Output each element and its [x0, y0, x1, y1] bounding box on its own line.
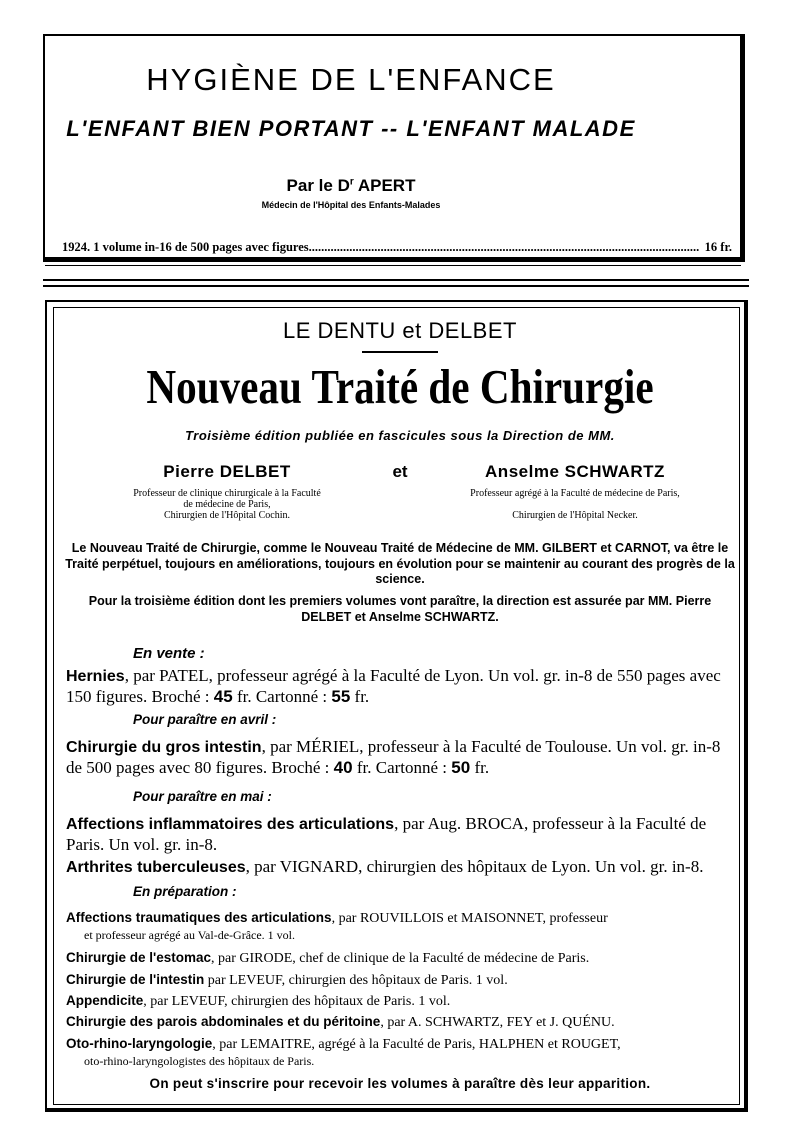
book-title: Chirurgie du gros intestin — [66, 739, 262, 756]
book-entry — [66, 737, 736, 777]
price-cartonne: 50 — [451, 757, 471, 777]
hygiene-price-line — [62, 240, 732, 255]
book-entry — [66, 666, 736, 706]
traite-description: Le Nouveau Traité de Chirurgie, comme le Nouveau Traité de Médecine de MM. GILBERT et CARNOT, va être le Traité perpétuel, toujours en améliorations, toujours en évolution pour se maintenir au courant des progrès de la science. — [65, 541, 735, 586]
hygiene-subtitle: L'ENFANT BIEN PORTANT -- L'ENFANT MALADE — [66, 116, 636, 141]
separator-rule — [43, 279, 749, 281]
price-cartonne: 55 — [331, 686, 351, 706]
book-title: Hernies — [66, 668, 125, 685]
book-title: Chirurgie de l'intestin — [66, 972, 205, 987]
book-desc: , par VIGNARD, chirurgien des hôpitaux de Lyon. Un vol. gr. in-8. — [245, 857, 704, 876]
book-title: Appendicite — [66, 993, 144, 1008]
price-broche: 40 — [333, 757, 353, 777]
book-desc: , par PATEL, professeur agrégé à la Faculté de Lyon. Un vol. gr. in-8 de 550 pages avec 150 figures. Broché : — [66, 666, 721, 706]
author1-name: Pierre DELBET — [163, 462, 291, 481]
author2-line2: Chirurgien de l'Hôpital Necker. — [512, 510, 638, 521]
book-desc: fr. — [470, 757, 490, 777]
prep-entry — [66, 950, 736, 967]
section-preparation: En préparation : — [133, 884, 237, 899]
author2-line1: Professeur agrégé à la Faculté de médecine de Paris, — [470, 488, 680, 499]
book-desc: , par Aug. BROCA, professeur à la Faculté de Paris. Un vol. gr. in-8. — [66, 814, 707, 854]
hygiene-affiliation: Médecin de l'Hôpital des Enfants-Malades — [261, 200, 441, 210]
author-prefix: Par le D — [286, 176, 350, 195]
book-title: Chirurgie des parois abdominales et du péritoine — [66, 1014, 381, 1029]
author2-affiliation — [430, 488, 720, 521]
author2-name: Anselme SCHWARTZ — [485, 462, 665, 481]
book-desc: fr. — [350, 686, 370, 706]
prep-entry — [66, 1036, 736, 1069]
hygiene-details: 1924. 1 volume in-16 de 500 pages avec figures — [62, 240, 309, 254]
authors-conjunction: et — [392, 462, 408, 481]
hygiene-author — [0, 176, 702, 196]
author1-affiliation — [92, 488, 362, 521]
book-title: Affections inflammatoires des articulations — [66, 816, 395, 833]
author1-line2: de médecine de Paris, — [183, 499, 271, 510]
book-desc: fr. Cartonné : — [232, 686, 332, 706]
book-desc: , par LEVEUF, chirurgien des hôpitaux de Paris. 1 vol. — [143, 994, 451, 1009]
hygiene-price: 16 fr. — [704, 240, 732, 254]
section-avril: Pour paraître en avril : — [133, 712, 277, 727]
author1-line3: Chirurgien de l'Hôpital Cochin. — [163, 510, 291, 521]
book-desc: , par GIRODE, chef de clinique de la Faculté de médecine de Paris. — [211, 951, 590, 966]
author-sup: r — [349, 176, 354, 188]
prep-entry — [66, 993, 736, 1010]
section-en-vente: En vente : — [133, 645, 205, 662]
book-entry — [66, 857, 736, 878]
prep-entry — [66, 1014, 736, 1031]
book-title: Oto-rhino-laryngologie — [66, 1036, 213, 1051]
price-divider — [45, 265, 741, 266]
book-title: Chirurgie de l'estomac — [66, 950, 211, 965]
separator-rule — [43, 285, 749, 287]
hygiene-title: HYGIÈNE DE L'ENFANCE — [146, 62, 556, 97]
author1-line1: Professeur de clinique chirurgicale à la Faculté — [133, 488, 321, 499]
editors-underline — [362, 351, 438, 353]
book-desc-extra: oto-rhino-laryngologistes des hôpitaux de Paris. — [84, 1054, 315, 1068]
traite-title: Nouveau Traité de Chirurgie — [146, 359, 654, 414]
traite-edition: Troisième édition publiée en fascicules sous la Direction de MM. — [185, 428, 615, 443]
book-desc: , par ROUVILLOIS et MAISONNET, professeur — [331, 911, 608, 926]
book-desc: , par MÉRIEL, professeur à la Faculté de Toulouse. Un vol. gr. in-8 de 500 pages avec 80 figures. Broché : — [66, 737, 721, 777]
book-desc-extra: et professeur agrégé au Val-de-Grâce. 1 vol. — [84, 928, 296, 942]
book-desc: fr. Cartonné : — [352, 757, 452, 777]
traite-editors: LE DENTU et DELBET — [283, 318, 517, 343]
subscription-note: On peut s'inscrire pour recevoir les volumes à paraître dès leur apparition. — [149, 1076, 651, 1091]
price-broche: 45 — [213, 686, 233, 706]
book-entry — [66, 814, 736, 854]
prep-entry — [66, 972, 736, 989]
author-name: APERT — [357, 176, 416, 195]
book-desc: , par LEMAITRE, agrégé à la Faculté de Paris, HALPHEN et ROUGET, — [212, 1037, 621, 1052]
book-desc: , par A. SCHWARTZ, FEY et J. QUÉNU. — [380, 1015, 615, 1030]
prep-entry — [66, 910, 736, 943]
book-desc: par LEVEUF, chirurgien des hôpitaux de Paris. 1 vol. — [204, 973, 508, 988]
book-title: Arthrites tuberculeuses — [66, 859, 246, 876]
book-title: Affections traumatiques des articulations — [66, 910, 332, 925]
section-mai: Pour paraître en mai : — [133, 789, 272, 804]
traite-direction: Pour la troisième édition dont les premiers volumes vont paraître, la direction est assurée par MM. Pierre DELBET et Anselme SCHWARTZ. — [88, 594, 712, 624]
leader-dots — [309, 240, 699, 255]
